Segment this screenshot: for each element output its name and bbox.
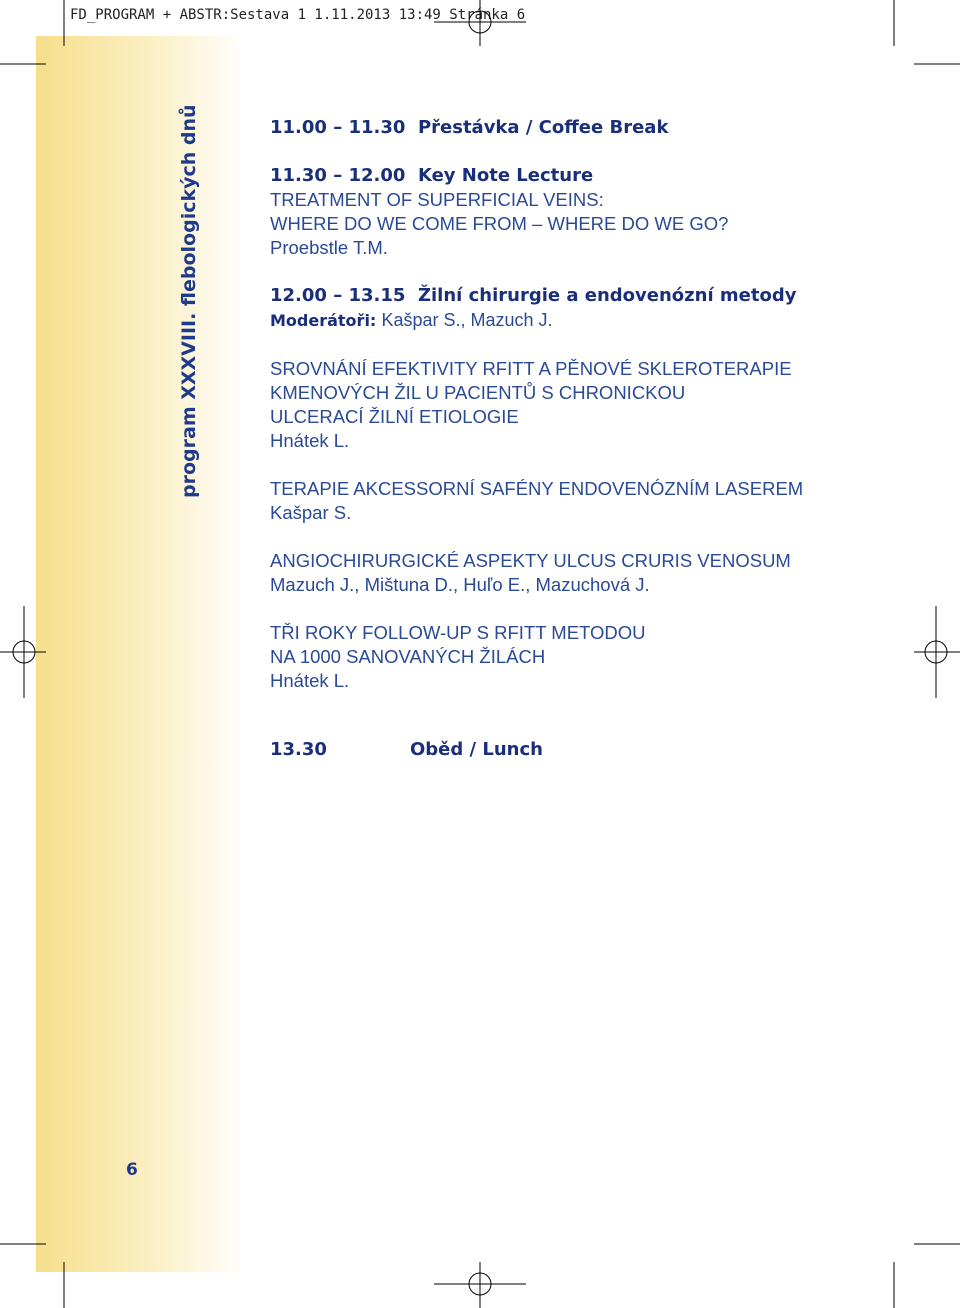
registration-mark-top bbox=[434, 0, 526, 46]
talk-author: Hnátek L. bbox=[270, 430, 350, 451]
talk-title-line: SROVNÁNÍ EFEKTIVITY RFITT A PĚNOVÉ SKLEROTERAPIE bbox=[270, 358, 792, 379]
registration-mark-bottom bbox=[434, 1262, 526, 1308]
keynote-title-line: TREATMENT OF SUPERFICIAL VEINS: bbox=[270, 189, 604, 210]
side-title: program XXXVIII. flebologických dnů bbox=[178, 104, 200, 498]
talk-author: Kašpar S. bbox=[270, 502, 352, 523]
session-title: Žilní chirurgie a endovenózní metody bbox=[417, 285, 797, 306]
talk-title-line: KMENOVÝCH ŽIL U PACIENTŮ S CHRONICKOU bbox=[270, 382, 686, 403]
lunch-time: 13.30 bbox=[270, 739, 327, 760]
moderators-label: Moderátoři: bbox=[270, 311, 377, 330]
keynote-title-line: WHERE DO WE COME FROM – WHERE DO WE GO? bbox=[270, 213, 729, 234]
print-slug: FD_PROGRAM + ABSTR:Sestava 1 1.11.2013 13:49 Stránka 6 bbox=[70, 7, 526, 23]
talk-author: Mazuch J., Mištuna D., Huľo E., Mazuchová J. bbox=[270, 574, 650, 595]
session-time: 11.30 – 12.00 bbox=[270, 165, 406, 186]
talk-title-line: ULCERACÍ ŽILNÍ ETIOLOGIE bbox=[270, 406, 519, 427]
talk-title-line: NA 1000 SANOVANÝCH ŽILÁCH bbox=[270, 646, 546, 667]
registration-mark-left bbox=[0, 606, 46, 698]
session-title: Přestávka / Coffee Break bbox=[417, 117, 669, 138]
talk-title-line: ANGIOCHIRURGICKÉ ASPEKTY ULCUS CRURIS VENOSUM bbox=[270, 550, 791, 571]
registration-mark-right bbox=[914, 606, 960, 698]
keynote-author: Proebstle T.M. bbox=[270, 237, 388, 258]
session-time: 12.00 – 13.15 bbox=[270, 285, 406, 306]
talk-author: Hnátek L. bbox=[270, 670, 350, 691]
lunch-title: Oběd / Lunch bbox=[410, 739, 543, 760]
talk-title-line: TERAPIE AKCESSORNÍ SAFÉNY ENDOVENÓZNÍM LASEREM bbox=[270, 478, 804, 499]
session-title: Key Note Lecture bbox=[417, 165, 594, 186]
page-number: 6 bbox=[126, 1160, 138, 1180]
session-time: 11.00 – 11.30 bbox=[270, 117, 406, 138]
talk-title-line: TŘI ROKY FOLLOW-UP S RFITT METODOU bbox=[270, 622, 646, 643]
moderators-names: Kašpar S., Mazuch J. bbox=[381, 310, 553, 330]
